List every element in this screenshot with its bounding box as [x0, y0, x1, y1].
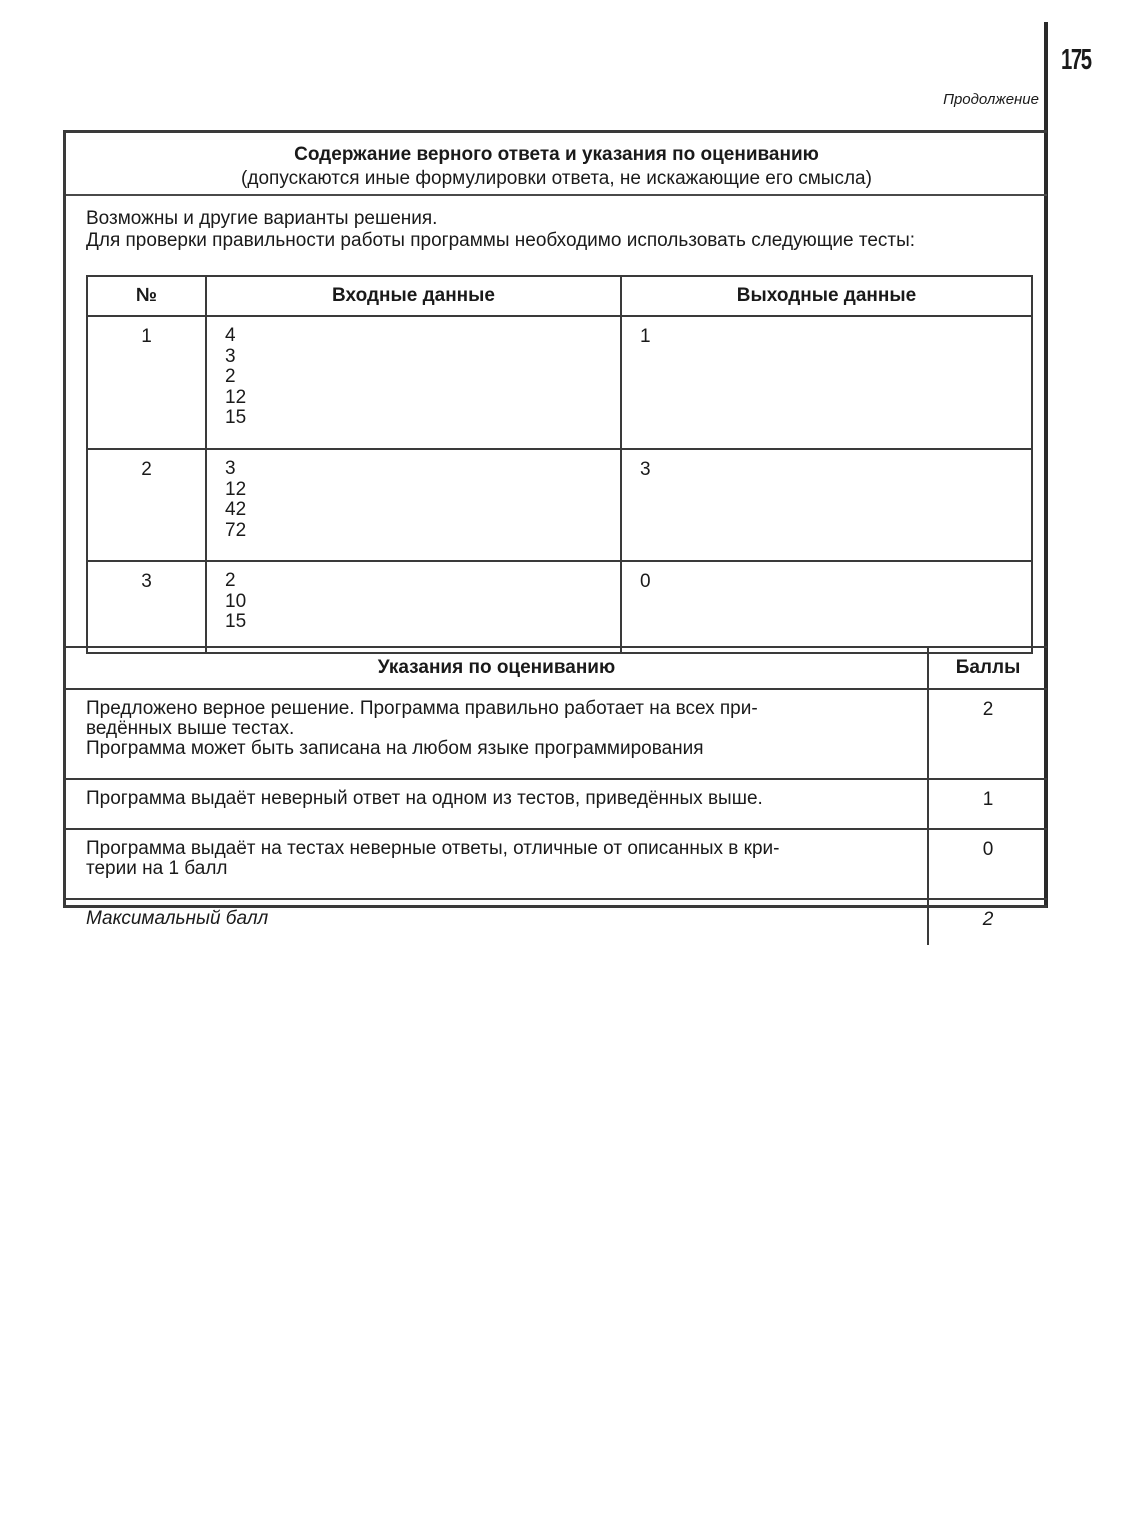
input-value: 4 — [225, 325, 236, 346]
max-score-row — [66, 899, 1047, 945]
intro-text — [86, 208, 915, 252]
intro-line: Возможны и другие варианты решения. — [86, 208, 438, 229]
input-value: 42 — [225, 499, 247, 520]
header-title: Содержание верного ответа и указания по оцениванию — [294, 144, 819, 165]
col-header-num: № — [87, 276, 206, 316]
table-row — [66, 689, 1047, 779]
input-value: 10 — [225, 590, 247, 612]
table-row — [66, 829, 1047, 899]
criteria-line: Программа выдаёт неверный ответ на одном из тестов, приведённых выше. — [86, 788, 763, 809]
test-output: 0 — [621, 561, 1032, 653]
test-number: 3 — [87, 561, 206, 653]
test-number: 2 — [87, 449, 206, 561]
test-input — [206, 316, 621, 449]
input-value: 3 — [225, 458, 236, 479]
test-input — [206, 449, 621, 561]
continuation-label: Продолжение — [943, 91, 1039, 108]
max-score-label: Максимальный балл — [66, 899, 928, 945]
input-value: 15 — [225, 611, 247, 632]
table-row — [87, 316, 1032, 449]
criteria-text — [66, 689, 928, 779]
col-header-output: Выходные данные — [621, 276, 1032, 316]
intro-line: Для проверки правильности работы программы необходимо использовать следующие тесты: — [86, 230, 916, 251]
input-value: 72 — [225, 519, 247, 541]
input-value: 15 — [225, 407, 247, 428]
table-row — [87, 561, 1032, 653]
header-subtitle: (допускаются иные формулировки ответа, не искажающие его смысла) — [241, 168, 872, 189]
input-value: 2 — [225, 570, 236, 591]
page-number: 175 — [1061, 44, 1091, 76]
criteria-line: Программа выдаёт на тестах неверные ответы, отличные от описанных в кри- — [86, 838, 780, 859]
grading-header-row — [66, 647, 1047, 689]
table-row — [66, 779, 1047, 829]
test-input — [206, 561, 621, 653]
tests-table — [86, 275, 1033, 654]
test-output: 3 — [621, 449, 1032, 561]
col-header-input: Входные данные — [206, 276, 621, 316]
grading-table — [66, 646, 1047, 945]
max-score-value: 2 — [928, 899, 1047, 945]
criteria-text — [66, 829, 928, 899]
input-value: 2 — [225, 366, 236, 387]
answer-frame — [63, 130, 1047, 930]
col-header-points: Баллы — [928, 647, 1047, 689]
tests-header-row — [87, 276, 1032, 316]
test-number: 1 — [87, 316, 206, 449]
criteria-line: Программа может быть записана на любом языке программирования — [86, 738, 704, 759]
criteria-text — [66, 779, 928, 829]
criteria-line: Предложено верное решение. Программа правильно работает на всех при- — [86, 698, 758, 719]
answer-header — [66, 133, 1047, 196]
criteria-points: 0 — [928, 829, 1047, 899]
input-value: 12 — [225, 478, 247, 500]
criteria-points: 1 — [928, 779, 1047, 829]
criteria-line: ведённых выше тестах. — [86, 718, 295, 739]
input-value: 3 — [225, 345, 236, 367]
input-value: 12 — [225, 386, 247, 408]
test-output: 1 — [621, 316, 1032, 449]
table-row — [87, 449, 1032, 561]
criteria-line: терии на 1 балл — [86, 858, 228, 879]
col-header-criteria: Указания по оцениванию — [66, 647, 928, 689]
criteria-points: 2 — [928, 689, 1047, 779]
